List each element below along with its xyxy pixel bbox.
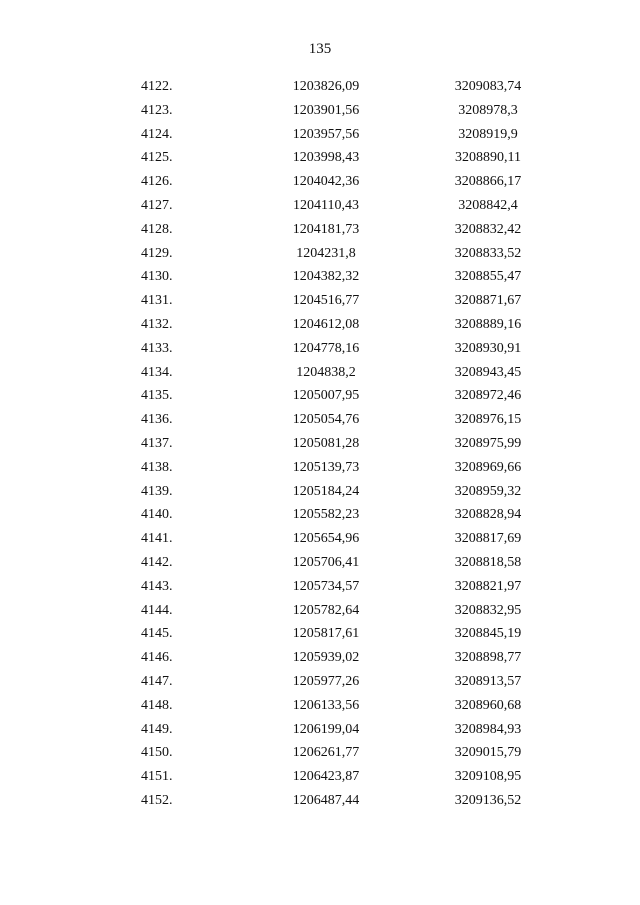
point-number: 4147. — [141, 673, 173, 689]
table-row — [0, 242, 640, 266]
x-coordinate: 1205184,24 — [292, 483, 360, 499]
y-coordinate: 3208898,77 — [454, 650, 522, 666]
point-number: 4132. — [141, 316, 173, 332]
x-coordinate: 1206423,87 — [292, 769, 360, 785]
point-number: 4150. — [141, 745, 173, 761]
point-number: 4148. — [141, 697, 173, 713]
y-coordinate: 3208913,57 — [454, 673, 522, 689]
point-number: 4149. — [141, 721, 173, 737]
x-coordinate: 1205939,02 — [292, 650, 360, 666]
y-coordinate: 3209015,79 — [454, 745, 522, 761]
table-row — [0, 123, 640, 147]
x-coordinate: 1204778,16 — [292, 340, 360, 356]
x-coordinate: 1204042,36 — [292, 174, 360, 190]
table-row — [0, 384, 640, 408]
table-row — [0, 408, 640, 432]
table-row — [0, 599, 640, 623]
x-coordinate: 1205054,76 — [292, 412, 360, 428]
table-row — [0, 646, 640, 670]
y-coordinate: 3208832,42 — [454, 221, 522, 237]
y-coordinate: 3208960,68 — [454, 697, 522, 713]
x-coordinate: 1204838,2 — [296, 364, 356, 380]
point-number: 4127. — [141, 197, 173, 213]
point-number: 4137. — [141, 435, 173, 451]
y-coordinate: 3208828,94 — [454, 507, 522, 523]
point-number: 4138. — [141, 459, 173, 475]
point-number: 4133. — [141, 340, 173, 356]
x-coordinate: 1204516,77 — [292, 293, 360, 309]
y-coordinate: 3208984,93 — [454, 721, 522, 737]
point-number: 4124. — [141, 126, 173, 142]
point-number: 4142. — [141, 554, 173, 570]
y-coordinate: 3208866,17 — [454, 174, 522, 190]
y-coordinate: 3208943,45 — [454, 364, 522, 380]
point-number: 4134. — [141, 364, 173, 380]
point-number: 4144. — [141, 602, 173, 618]
y-coordinate: 3208976,15 — [454, 412, 522, 428]
table-row — [0, 694, 640, 718]
x-coordinate: 1204181,73 — [292, 221, 360, 237]
x-coordinate: 1205654,96 — [292, 531, 360, 547]
x-coordinate: 1203901,56 — [292, 102, 360, 118]
y-coordinate: 3208833,52 — [454, 245, 522, 261]
point-number: 4151. — [141, 769, 173, 785]
table-row — [0, 170, 640, 194]
table-row — [0, 361, 640, 385]
table-row — [0, 503, 640, 527]
y-coordinate: 3208821,97 — [454, 578, 522, 594]
x-coordinate: 1205977,26 — [292, 673, 360, 689]
y-coordinate: 3208832,95 — [454, 602, 522, 618]
point-number: 4146. — [141, 650, 173, 666]
x-coordinate: 1203957,56 — [292, 126, 360, 142]
table-row — [0, 527, 640, 551]
y-coordinate: 3208919,9 — [458, 126, 518, 142]
y-coordinate: 3208817,69 — [454, 531, 522, 547]
table-row — [0, 289, 640, 313]
x-coordinate: 1205007,95 — [292, 388, 360, 404]
point-number: 4152. — [141, 792, 173, 808]
page-number: 135 — [308, 41, 332, 57]
x-coordinate: 1205706,41 — [292, 554, 360, 570]
table-row — [0, 622, 640, 646]
point-number: 4123. — [141, 102, 173, 118]
y-coordinate: 3208959,32 — [454, 483, 522, 499]
y-coordinate: 3208818,58 — [454, 554, 522, 570]
x-coordinate: 1205782,64 — [292, 602, 360, 618]
y-coordinate: 3208889,16 — [454, 316, 522, 332]
y-coordinate: 3208969,66 — [454, 459, 522, 475]
x-coordinate: 1204110,43 — [293, 197, 359, 213]
table-row — [0, 551, 640, 575]
x-coordinate: 1205081,28 — [292, 435, 360, 451]
point-number: 4141. — [141, 531, 173, 547]
table-row — [0, 670, 640, 694]
x-coordinate: 1203826,09 — [292, 79, 360, 94]
point-number: 4126. — [141, 174, 173, 190]
x-coordinate: 1206261,77 — [292, 745, 360, 761]
table-row — [0, 432, 640, 456]
table-row — [0, 218, 640, 242]
y-coordinate: 3209136,52 — [454, 792, 522, 808]
table-row — [0, 146, 640, 170]
point-number: 4128. — [141, 221, 173, 237]
table-row — [0, 337, 640, 361]
point-number: 4125. — [141, 150, 173, 166]
point-number: 4136. — [141, 412, 173, 428]
table-row — [0, 718, 640, 742]
x-coordinate: 1205582,23 — [292, 507, 360, 523]
y-coordinate: 3208842,4 — [458, 197, 518, 213]
x-coordinate: 1204382,32 — [292, 269, 360, 285]
table-row — [0, 99, 640, 123]
y-coordinate: 3208871,67 — [454, 293, 522, 309]
x-coordinate: 1206487,44 — [292, 792, 360, 808]
point-number: 4129. — [141, 245, 173, 261]
y-coordinate: 3209083,74 — [454, 79, 522, 94]
y-coordinate: 3208845,19 — [454, 626, 522, 642]
y-coordinate: 3209108,95 — [454, 769, 522, 785]
table-row — [0, 75, 640, 99]
y-coordinate: 3208975,99 — [454, 435, 522, 451]
table-row — [0, 741, 640, 765]
table-row — [0, 789, 640, 813]
table-row — [0, 456, 640, 480]
x-coordinate: 1206199,04 — [292, 721, 360, 737]
point-number: 4130. — [141, 269, 173, 285]
point-number: 4139. — [141, 483, 173, 499]
coordinate-table — [0, 75, 640, 813]
y-coordinate: 3208855,47 — [454, 269, 522, 285]
table-row — [0, 765, 640, 789]
y-coordinate: 3208930,91 — [454, 340, 522, 356]
point-number: 4145. — [141, 626, 173, 642]
x-coordinate: 1206133,56 — [292, 697, 360, 713]
point-number: 4140. — [141, 507, 173, 523]
table-row — [0, 194, 640, 218]
point-number: 4122. — [141, 79, 173, 94]
x-coordinate: 1204612,08 — [292, 316, 360, 332]
y-coordinate: 3208972,46 — [454, 388, 522, 404]
x-coordinate: 1205734,57 — [292, 578, 360, 594]
x-coordinate: 1203998,43 — [292, 150, 360, 166]
table-row — [0, 480, 640, 504]
x-coordinate: 1205817,61 — [292, 626, 360, 642]
table-row — [0, 575, 640, 599]
y-coordinate: 3208890,11 — [455, 150, 521, 166]
x-coordinate: 1204231,8 — [296, 245, 356, 261]
point-number: 4143. — [141, 578, 173, 594]
table-row — [0, 313, 640, 337]
table-row — [0, 265, 640, 289]
point-number: 4131. — [141, 293, 173, 309]
point-number: 4135. — [141, 388, 173, 404]
y-coordinate: 3208978,3 — [458, 102, 518, 118]
x-coordinate: 1205139,73 — [292, 459, 360, 475]
